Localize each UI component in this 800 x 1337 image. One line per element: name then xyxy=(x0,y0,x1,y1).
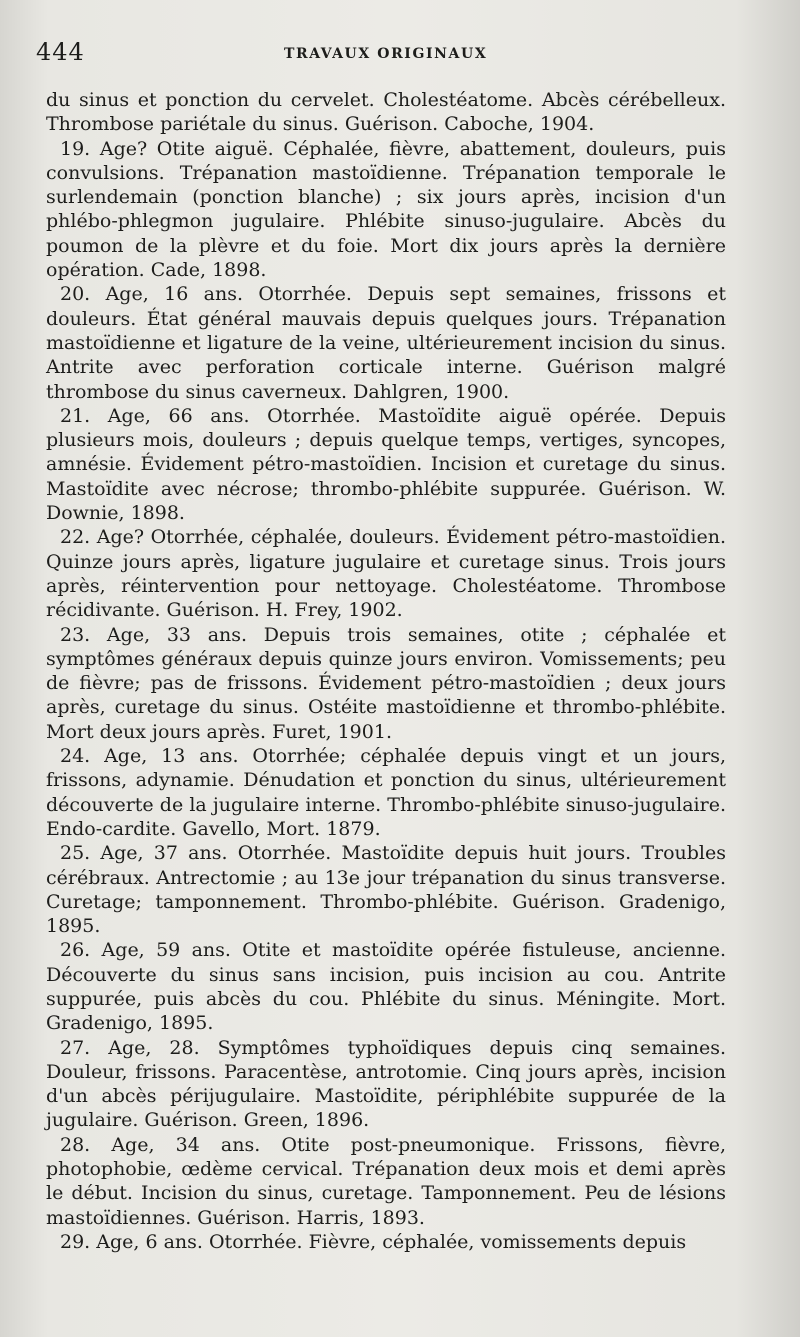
case-19: 19. Age? Otite aiguë. Céphalée, fièvre, abattement, douleurs, puis convulsions. Trépanation mastoïdienne. Trépanation temporale le surlendemain (ponction blanche) ; six jours après, incision d'un phlébo-phlegmon jugulaire. Phlébite sinuso-jugulaire. Abcès du poumon de la plèvre et du foie. Mort dix jours après la dernière opération. Cade, 1898. xyxy=(46,137,726,282)
case-25: 25. Age, 37 ans. Otorrhée. Mastoïdite depuis huit jours. Troubles cérébraux. Antrectomie ; au 13e jour trépanation du sinus transverse. Curetage; tamponnement. Thrombo-phlébite. Guérison. Gradenigo, 1895. xyxy=(46,842,726,938)
case-29: 29. Age, 6 ans. Otorrhée. Fièvre, céphalée, vomissements depuis xyxy=(60,1230,687,1253)
page-number: 444 xyxy=(36,38,85,66)
running-title: TRAVAUX ORIGINAUX xyxy=(284,46,488,62)
case-23: 23. Age, 33 ans. Depuis trois semaines, otite ; céphalée et symptômes généraux depuis quinze jours environ. Vomissements; peu de fièvre; pas de frissons. Évidement pétro-mastoïdien ; deux jours après, curetage du sinus. Ostéite mastoïdienne et thrombo-phlébite. Mort deux jours après. Furet, 1901. xyxy=(46,623,726,743)
case-28: 28. Age, 34 ans. Otite post-pneumonique. Frissons, fièvre, photophobie, œdème cervical. Trépanation deux mois et demi après le début. Incision du sinus, curetage. Tamponnement. Peu de lésions mastoïdiennes. Guérison. Harris, 1893. xyxy=(46,1133,726,1229)
page-header xyxy=(36,38,740,68)
case-24: 24. Age, 13 ans. Otorrhée; céphalée depuis vingt et un jours, frissons, adynamie. Dénudation et ponction du sinus, ultérieurement découverte de la jugulaire interne. Thrombo-phlébite sinuso-jugulaire. Endo-cardite. Gavello, Mort. 1879. xyxy=(46,745,726,840)
case-27: 27. Age, 28. Symptômes typhoïdiques depuis cinq semaines. Douleur, frissons. Paracentèse, antrotomie. Cinq jours après, incision d'un abcès périjugulaire. Mastoïdite, périphlébite suppurée de la jugulaire. Guérison. Green, 1896. xyxy=(46,1036,726,1132)
case-21: 21. Age, 66 ans. Otorrhée. Mastoïdite aiguë opérée. Depuis plusieurs mois, douleurs ; depuis quelque temps, vertiges, syncopes, amnésie. Évidement pétro-mastoïdien. Incision et curetage du sinus. Mastoïdite avec nécrose; thrombo-phlébite suppurée. Guérison. W. Downie, 1898. xyxy=(46,404,726,525)
case-26: 26. Age, 59 ans. Otite et mastoïdite opérée fistuleuse, ancienne. Découverte du sinus sans incision, puis incision au cou. Antrite suppurée, puis abcès du cou. Phlébite du sinus. Méningite. Mort. Gradenigo, 1895. xyxy=(46,939,726,1035)
body-text xyxy=(46,88,726,1254)
case-22: 22. Age? Otorrhée, céphalée, douleurs. Évidement pétro-mastoïdien. Quinze jours après, ligature jugulaire et curetage sinus. Trois jours après, réintervention pour nettoyage. Cholestéatome. Thrombose récidivante. Guérison. H. Frey, 1902. xyxy=(46,526,726,622)
case-continuation: du sinus et ponction du cervelet. Cholestéatome. Abcès cérébelleux. Thrombose pariétale du sinus. Guérison. Caboche, 1904. xyxy=(46,89,726,136)
case-20: 20. Age, 16 ans. Otorrhée. Depuis sept semaines, frissons et douleurs. État général mauvais depuis quelques jours. Trépanation mastoïdienne et ligature de la veine, ultérieurement incision du sinus. Antrite avec perforation corticale interne. Guérison malgré thrombose du sinus caverneux. Dahlgren, 1900. xyxy=(46,283,726,403)
